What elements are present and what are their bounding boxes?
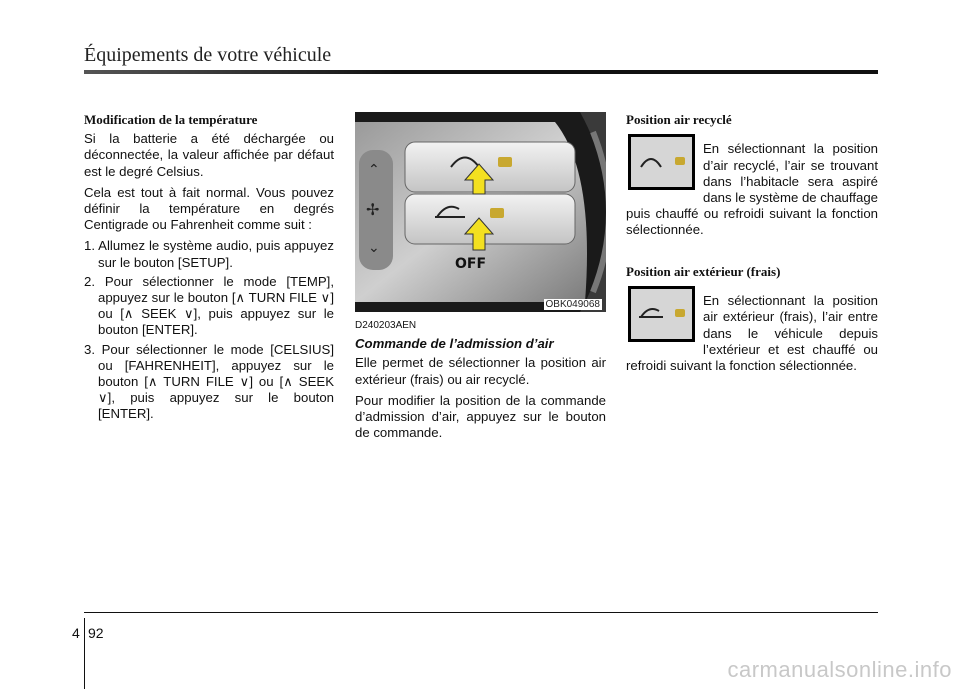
subhead-recycle: Position air recyclé <box>626 112 732 127</box>
fresh-air-description: En sélectionnant la position air extérieur (frais), l’air entre dans le véhicule depuis l’extérieur et est chauffé ou refroidi suivant la fonction sélectionnée. <box>626 293 878 373</box>
column-positions <box>626 112 878 387</box>
control-panel-illustration <box>355 112 606 312</box>
footer-vertical-rule <box>84 618 85 689</box>
fresh-air-icon <box>631 289 692 339</box>
step-item: 2. Pour sélectionner le mode [TEMP], appuyez sur le bouton [∧ TURN FILE ∨] ou [∧ SEEK ∨], puis appuyez sur le bouton [ENTER]. <box>84 273 334 338</box>
column-air-intake <box>355 318 606 446</box>
recycle-description: En sélectionnant la position d’air recyclé, l’air se trouvant dans l’habitacle sera aspiré dans le système de chauffage puis chauffé ou refroidi suivant la fonction sélectionnée. <box>626 141 878 238</box>
subhead-fresh: Position air extérieur (frais) <box>626 263 781 279</box>
figure-code: OBK049068 <box>545 299 600 310</box>
paragraph: Pour modifier la position de la commande d’admission d’air, appuyez sur le bouton de commande. <box>355 392 606 441</box>
air-intake-figure <box>355 112 606 312</box>
column-temperature <box>84 112 334 426</box>
recycle-icon <box>631 137 692 187</box>
page-header-title: Équipements de votre véhicule <box>84 44 332 66</box>
page-number: 92 <box>88 625 104 641</box>
chapter-number: 4 <box>72 625 80 641</box>
off-label: OFF <box>455 256 487 272</box>
step-item: 3. Pour sélectionner le mode [CELSIUS] ou [FAHRENHEIT], appuyez sur le bouton [∧ TURN FILE ∨] ou [∧ SEEK ∨], puis appuyez sur le bouton [ENTER]. <box>84 341 334 422</box>
header-rule <box>84 70 878 74</box>
paragraph: Elle permet de sélectionner la position air extérieur (frais) ou air recyclé. <box>355 355 606 387</box>
step-item: 1. Allumez le système audio, puis appuyez sur le bouton [SETUP]. <box>84 238 334 270</box>
watermark: carmanualsonline.info <box>727 657 952 682</box>
recycle-button-thumbnail <box>628 134 695 190</box>
paragraph: Si la batterie a été déchargée ou déconnectée, la valeur affichée par défaut est le degré Celsius. <box>84 131 334 179</box>
footer-rule <box>84 612 878 613</box>
reference-code: D240203AEN <box>355 320 417 331</box>
subhead-temperature: Modification de la température <box>84 112 258 127</box>
subhead-air-intake: Commande de l’admission d’air <box>355 336 554 352</box>
paragraph: Cela est tout à fait normal. Vous pouvez définir la température en degrés Centigrade ou Fahrenheit comme suit : <box>84 184 334 233</box>
svg-text:✢: ✢ <box>366 200 380 219</box>
svg-text:⌃: ⌃ <box>368 162 380 178</box>
fresh-air-button-thumbnail <box>628 286 695 342</box>
svg-text:⌄: ⌄ <box>368 240 380 256</box>
